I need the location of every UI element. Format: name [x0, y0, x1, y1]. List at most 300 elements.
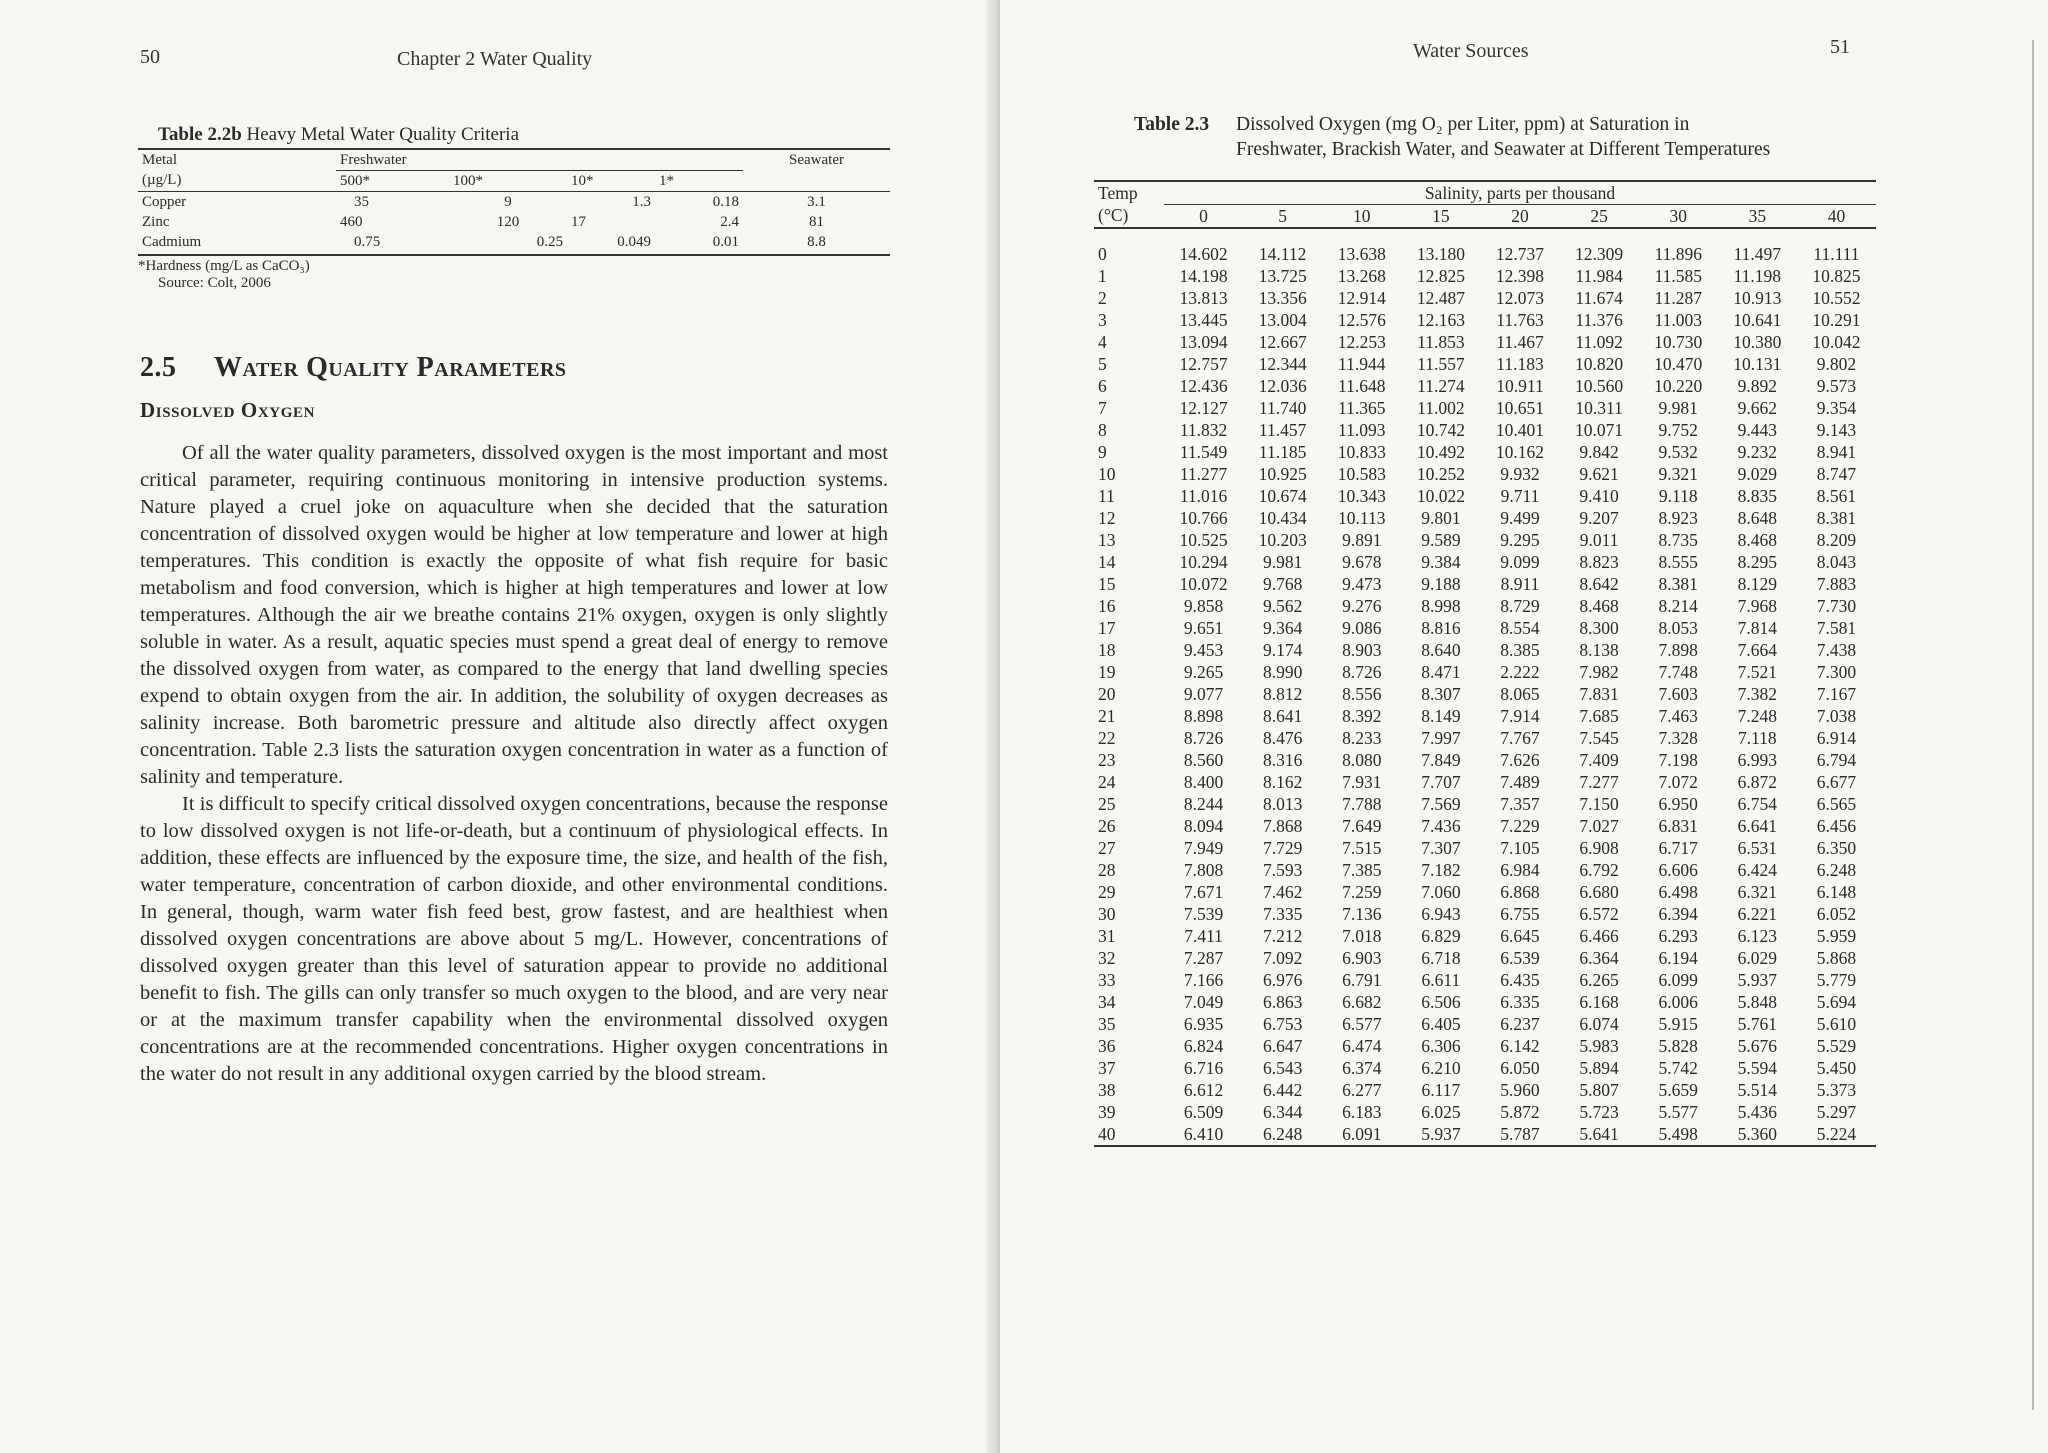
table-cell: 12.914 — [1337, 287, 1386, 308]
table-cell: 6.647 — [1262, 1035, 1303, 1056]
table-cell: 8.385 — [1500, 639, 1540, 660]
section-number: 2.5 — [140, 352, 177, 383]
table-cell: 7.730 — [1816, 595, 1857, 616]
table-row — [1094, 287, 1876, 309]
table-cell: 7.092 — [1262, 947, 1303, 968]
table-cell: 8.043 — [1816, 551, 1857, 572]
table-cell: 7.018 — [1342, 925, 1382, 946]
table-cell: 10.252 — [1416, 463, 1465, 484]
table-cell: 5.373 — [1816, 1079, 1857, 1100]
table-cell: 7.182 — [1421, 859, 1461, 880]
table-cell: 7.277 — [1579, 771, 1619, 792]
table-row — [1094, 463, 1876, 485]
table-cell: 9.265 — [1183, 661, 1224, 682]
table-cell: 26 — [1098, 815, 1116, 836]
table-cell: 7.849 — [1421, 749, 1461, 770]
table-cell: 8.898 — [1183, 705, 1224, 726]
table-cell: 7.438 — [1816, 639, 1857, 660]
table-cell: 11.763 — [1496, 309, 1544, 330]
table-row — [1094, 859, 1876, 881]
table-cell: 6.293 — [1658, 925, 1698, 946]
table-cell: 8.823 — [1579, 551, 1619, 572]
table-cell: 5.694 — [1816, 991, 1857, 1012]
table-cell: 10.311 — [1575, 397, 1623, 418]
table-cell: 8.295 — [1737, 551, 1777, 572]
table-row — [1094, 1079, 1876, 1101]
table-cell: 12.344 — [1258, 353, 1307, 374]
table-cell: 8.476 — [1262, 727, 1303, 748]
table-cell: 8.648 — [1737, 507, 1777, 528]
table-cell: 6.645 — [1500, 925, 1540, 946]
table-cell: 7.463 — [1658, 705, 1698, 726]
table-cell: 7 — [1098, 397, 1107, 418]
table-header-cell: 35 — [1718, 205, 1797, 229]
table-cell: 10.434 — [1258, 507, 1307, 528]
table-cell: 39 — [1098, 1101, 1116, 1122]
table-cell: 10.492 — [1416, 441, 1465, 462]
table-cell: 5.983 — [1579, 1035, 1619, 1056]
table-cell: 8.244 — [1183, 793, 1224, 814]
table-cell: 6.364 — [1579, 947, 1619, 968]
table-cell: 7.883 — [1816, 573, 1857, 594]
table-cell: 7.649 — [1342, 815, 1382, 836]
table-row — [1094, 309, 1876, 331]
table-cell: 6.029 — [1737, 947, 1777, 968]
table-cell: 11.376 — [1575, 309, 1623, 330]
table-cell: 9.473 — [1342, 573, 1382, 594]
table-cell: 12.253 — [1337, 331, 1386, 352]
table-cell: 6.074 — [1579, 1013, 1619, 1034]
table-row — [1094, 727, 1876, 749]
table-cell: 10.766 — [1179, 507, 1228, 528]
table-row — [1094, 617, 1876, 639]
table-header-cell: (°C) — [1094, 205, 1164, 229]
table-cell: 14.112 — [1258, 243, 1307, 264]
table-cell: 7.748 — [1658, 661, 1698, 682]
table-cell: 6.543 — [1262, 1057, 1303, 1078]
table-cell: 6.791 — [1342, 969, 1382, 990]
table-cell: 9.410 — [1579, 485, 1619, 506]
table-cell: Copper — [142, 193, 187, 210]
table-cell: 11.832 — [1179, 419, 1228, 440]
table-row — [1094, 1123, 1876, 1145]
table-cell: 12.667 — [1258, 331, 1307, 352]
table-cell: 10.470 — [1654, 353, 1703, 374]
table-cell: 6.306 — [1421, 1035, 1461, 1056]
table-cell: 6.442 — [1262, 1079, 1303, 1100]
table-cell: 21 — [1098, 705, 1116, 726]
table-cell: 7.166 — [1183, 969, 1224, 990]
table-cell: 6.123 — [1737, 925, 1777, 946]
table-cell: 8.903 — [1342, 639, 1382, 660]
table-2-2b — [138, 124, 890, 292]
table-2-3-label: Table 2.3 — [1134, 114, 1210, 135]
table-cell: 10.042 — [1812, 331, 1861, 352]
table-cell: 6.498 — [1658, 881, 1698, 902]
table-row — [1094, 507, 1876, 529]
table-cell: 8.735 — [1658, 529, 1698, 550]
table-cell: 6.993 — [1737, 749, 1777, 770]
table-cell: 9.752 — [1658, 419, 1698, 440]
table-cell: 9.621 — [1579, 463, 1619, 484]
table-row — [1094, 925, 1876, 947]
table-cell: 460 — [340, 213, 363, 230]
table-cell: 9.858 — [1183, 595, 1224, 616]
table-row — [1094, 228, 1876, 265]
table-cell: 8.233 — [1342, 727, 1382, 748]
table-cell: 7.788 — [1342, 793, 1382, 814]
table-row — [1094, 969, 1876, 991]
table-cell: 10 — [1098, 463, 1116, 484]
table-cell: 8.812 — [1262, 683, 1303, 704]
table-cell: 5.529 — [1816, 1035, 1857, 1056]
table-cell: 6.194 — [1658, 947, 1698, 968]
table-cell: 7.335 — [1262, 903, 1303, 924]
table-cell: 5.872 — [1500, 1101, 1540, 1122]
table-row — [1094, 991, 1876, 1013]
table-cell: 9.354 — [1816, 397, 1857, 418]
table-cell: 8.555 — [1658, 551, 1698, 572]
table-cell: 8.554 — [1500, 617, 1540, 638]
table-cell: 13.268 — [1337, 265, 1386, 286]
table-cell: 7.898 — [1658, 639, 1698, 660]
table-cell: 7.436 — [1421, 815, 1461, 836]
table-header-cell: 1* — [655, 171, 743, 192]
table-cell: 9.499 — [1500, 507, 1540, 528]
table-cell: 11.944 — [1338, 353, 1386, 374]
table-cell: 10.820 — [1575, 353, 1624, 374]
table-cell: 10.203 — [1258, 529, 1307, 550]
table-cell: 10.162 — [1495, 441, 1545, 462]
table-cell: 9.981 — [1262, 551, 1303, 572]
table-cell: 7.307 — [1421, 837, 1461, 858]
table-cell: 8.640 — [1421, 639, 1461, 660]
table-cell: 23 — [1098, 749, 1116, 770]
table-cell: 10.072 — [1179, 573, 1228, 594]
table-cell: 6.908 — [1579, 837, 1619, 858]
table-cell: 7.808 — [1183, 859, 1224, 880]
table-cell: 8 — [1098, 419, 1107, 440]
table-cell: 9.801 — [1421, 507, 1461, 528]
table-row — [1094, 529, 1876, 551]
table-cell: 8.209 — [1816, 529, 1857, 550]
table-cell: 6.935 — [1183, 1013, 1224, 1034]
table-cell: 9.932 — [1500, 463, 1540, 484]
table-cell: 9.892 — [1737, 375, 1777, 396]
table-cell: 6.052 — [1816, 903, 1857, 924]
table-cell: 8.642 — [1579, 573, 1619, 594]
table-cell: 6.824 — [1183, 1035, 1224, 1056]
table-cell: 5 — [1098, 353, 1107, 374]
table-cell: 11.984 — [1575, 265, 1623, 286]
table-cell: 7.569 — [1421, 793, 1461, 814]
table-cell: 8.641 — [1262, 705, 1303, 726]
table-cell: 12.309 — [1575, 243, 1624, 264]
table-cell: 6.509 — [1183, 1101, 1224, 1122]
table-cell: 5.787 — [1500, 1123, 1540, 1144]
table-cell: 12.825 — [1416, 265, 1465, 286]
table-cell: 7.409 — [1579, 749, 1619, 770]
table-cell: 27 — [1098, 837, 1116, 858]
page-edge-line — [2032, 40, 2034, 1410]
table-cell: 9.891 — [1342, 529, 1382, 550]
table-cell: 11.093 — [1338, 419, 1386, 440]
table-cell: 6.976 — [1262, 969, 1303, 990]
table-cell: 7.105 — [1500, 837, 1540, 858]
table-cell: 11.853 — [1417, 331, 1465, 352]
table-cell: 31 — [1098, 925, 1116, 946]
table-cell: 9.086 — [1342, 617, 1382, 638]
table-cell: 5.436 — [1737, 1101, 1777, 1122]
table-cell: 33 — [1098, 969, 1116, 990]
table-cell: 7.027 — [1579, 815, 1619, 836]
table-cell: 13.813 — [1179, 287, 1228, 308]
table-cell: 8.013 — [1262, 793, 1303, 814]
table-cell: 6.374 — [1342, 1057, 1382, 1078]
table-cell: 120 — [496, 213, 520, 230]
table-cell: 6.344 — [1262, 1101, 1303, 1122]
table-cell: 0.75 — [354, 233, 381, 250]
table-cell: 9.443 — [1737, 419, 1777, 440]
table-cell: 10.651 — [1495, 397, 1545, 418]
table-cell: 10.742 — [1416, 419, 1465, 440]
table-cell: 7.411 — [1184, 925, 1223, 946]
table-row — [1094, 815, 1876, 837]
table-bottom-rule — [1094, 1145, 1876, 1147]
table-cell: 5.779 — [1816, 969, 1857, 990]
table-header-cell: 0 — [1164, 205, 1243, 229]
table-cell: 11.457 — [1258, 419, 1307, 440]
table-cell: 11.274 — [1417, 375, 1465, 396]
table-cell: 9.384 — [1421, 551, 1461, 572]
table-cell: 11.092 — [1575, 331, 1623, 352]
table-cell: 10.294 — [1179, 551, 1228, 572]
table-cell: 6.025 — [1421, 1101, 1461, 1122]
table-cell: 10.220 — [1654, 375, 1703, 396]
table-cell: 6.718 — [1421, 947, 1461, 968]
table-cell: 19 — [1098, 661, 1116, 682]
table-cell: 7.685 — [1579, 705, 1619, 726]
table-header-cell: 500* — [336, 171, 449, 192]
table-cell: 7.248 — [1737, 705, 1777, 726]
table-cell: 6.950 — [1658, 793, 1698, 814]
table-cell: 6.394 — [1658, 903, 1698, 924]
table-row — [1094, 551, 1876, 573]
table-header-cell: 10 — [1322, 205, 1401, 229]
table-cell: 6.716 — [1183, 1057, 1224, 1078]
table-cell: 10.291 — [1812, 309, 1861, 330]
table-cell: 9.011 — [1579, 529, 1619, 550]
table-cell: 10.380 — [1733, 331, 1782, 352]
section-title: Water Quality Parameters — [214, 352, 567, 383]
table-cell: 11.183 — [1496, 353, 1544, 374]
table-2-3-grid — [1094, 180, 1876, 1145]
table-cell: 9.453 — [1183, 639, 1224, 660]
table-cell: 12.737 — [1495, 243, 1545, 264]
table-header-cell: 5 — [1243, 205, 1322, 229]
table-cell: 5.594 — [1737, 1057, 1777, 1078]
table-cell: 9.802 — [1816, 353, 1857, 374]
table-cell: 9.532 — [1658, 441, 1698, 462]
running-head-right: Water Sources — [1413, 40, 1529, 62]
table-cell: 8.998 — [1421, 595, 1461, 616]
table-cell: 8.911 — [1500, 573, 1540, 594]
table-row — [1094, 1057, 1876, 1079]
table-cell: 11.198 — [1733, 265, 1782, 286]
table-cell: 8.729 — [1500, 595, 1540, 616]
table-cell: 11.557 — [1417, 353, 1465, 374]
table-cell: 9.842 — [1579, 441, 1619, 462]
table-cell: 0.01 — [712, 233, 739, 250]
table-cell: 8.392 — [1342, 705, 1382, 726]
table-row — [1094, 441, 1876, 463]
table-cell: 6.572 — [1579, 903, 1619, 924]
page-number-left: 50 — [140, 46, 160, 68]
table-row — [1094, 397, 1876, 419]
table-cell: 9.321 — [1658, 463, 1698, 484]
table-cell: 5.450 — [1816, 1057, 1857, 1078]
table-cell: 6.829 — [1421, 925, 1461, 946]
paragraph: It is difficult to specify critical dissolved oxygen concentrations, because the response to low dissolved oxygen is not life-or-death, but a continuum of physiological effects. In addition, these effects are influenced by the exposure time, the size, and health of the fish, water temperature, concentration of carbon dioxide, and other environmental conditions. In general, though, warm water fish feed best, grow fastest, and are healthiest when dissolved oxygen concentrations are above about 5 mg/L. However, concentrations of dissolved oxygen greater than this level of saturation appear to provide no additional benefit to fish. The gills can only transfer so much oxygen to the blood, and are very near or at the maximum transfer capability when the environmental dissolved oxygen concentrations are at the recommended concentrations. Higher oxygen concentrations in the water do not result in any additional oxygen carried by the blood stream. — [140, 793, 888, 1085]
table-cell: 7.300 — [1816, 661, 1857, 682]
table-cell: 7.515 — [1342, 837, 1382, 858]
table-cell: 5.641 — [1579, 1123, 1619, 1144]
table-cell: 7.489 — [1500, 771, 1540, 792]
table-cell: 8.129 — [1737, 573, 1777, 594]
table-cell: 5.828 — [1658, 1035, 1698, 1056]
table-cell: 24 — [1098, 771, 1116, 792]
table-cell: 7.997 — [1421, 727, 1461, 748]
table-row — [1094, 331, 1876, 353]
table-cell: 3.1 — [807, 193, 826, 210]
table-cell: 14.198 — [1179, 265, 1228, 286]
table-cell: 9.143 — [1816, 419, 1857, 440]
table-cell: 18 — [1098, 639, 1116, 660]
table-cell: 7.914 — [1500, 705, 1540, 726]
table-cell: 13.094 — [1179, 331, 1228, 352]
subsection-title: Dissolved Oxygen — [140, 398, 316, 422]
table-cell: 7.072 — [1658, 771, 1698, 792]
table-cell: 7.539 — [1183, 903, 1224, 924]
table-header-cell: 30 — [1639, 205, 1718, 229]
table-cell: 0.049 — [617, 233, 651, 250]
table-cell: 9 — [1098, 441, 1107, 462]
table-2-3-title: Dissolved Oxygen (mg O₂ per Liter, ppm) at Saturation in Freshwater, Brackish Water, and Seawater at Different Temperatures — [1236, 114, 1771, 160]
table-2-2b-caption — [158, 124, 890, 146]
table-2-2b-label: Table 2.2b — [158, 124, 242, 145]
table-cell: 10.583 — [1337, 463, 1386, 484]
table-cell: 8.747 — [1816, 463, 1857, 484]
table-cell: 2 — [1098, 287, 1107, 308]
table-cell: 5.868 — [1816, 947, 1857, 968]
table-cell: 3 — [1098, 309, 1107, 330]
table-cell: 8.923 — [1658, 507, 1698, 528]
table-cell: 9.711 — [1500, 485, 1540, 506]
left-page — [0, 0, 1001, 1453]
table-cell: 20 — [1098, 683, 1116, 704]
table-cell: 17 — [571, 213, 586, 230]
table-cell: 11.648 — [1338, 375, 1386, 396]
table-cell: 13.180 — [1416, 243, 1465, 264]
table-cell: 9.768 — [1262, 573, 1303, 594]
table-cell: 11.002 — [1417, 397, 1465, 418]
table-cell: 5.297 — [1816, 1101, 1857, 1122]
table-cell: 9.232 — [1737, 441, 1777, 462]
table-cell: 6.210 — [1421, 1057, 1461, 1078]
table-cell: 11.740 — [1258, 397, 1307, 418]
table-cell: 6.335 — [1500, 991, 1540, 1012]
table-row — [1094, 639, 1876, 661]
table-cell: 6.148 — [1816, 881, 1857, 902]
table-row — [1094, 1013, 1876, 1035]
table-cell: 38 — [1098, 1079, 1116, 1100]
table-cell: 5.498 — [1658, 1123, 1698, 1144]
table-cell: 10.674 — [1258, 485, 1307, 506]
table-cell: 6.792 — [1579, 859, 1619, 880]
table-cell: 0.18 — [712, 193, 739, 210]
table-row — [1094, 793, 1876, 815]
table-cell: 6.168 — [1579, 991, 1619, 1012]
table-cell: 8.307 — [1421, 683, 1461, 704]
table-cell: 8.316 — [1262, 749, 1303, 770]
table-cell: 10.911 — [1496, 375, 1544, 396]
table-cell: 5.848 — [1737, 991, 1777, 1012]
table-cell: 11.003 — [1654, 309, 1702, 330]
table-cell: 8.561 — [1816, 485, 1857, 506]
table-cell: 9.589 — [1421, 529, 1461, 550]
table-cell: 5.894 — [1579, 1057, 1619, 1078]
table-2-3-caption — [1134, 112, 1774, 162]
table-cell: 1 — [1098, 265, 1107, 286]
table-cell: 15 — [1098, 573, 1116, 594]
table-cell: 9.295 — [1500, 529, 1540, 550]
table-cell: 6.682 — [1342, 991, 1382, 1012]
table-cell: 5.959 — [1816, 925, 1857, 946]
table-cell: 17 — [1098, 617, 1116, 638]
table-cell: 12.127 — [1179, 397, 1228, 418]
table-cell: 6.117 — [1421, 1079, 1461, 1100]
table-cell: 6.863 — [1262, 991, 1303, 1012]
table-cell: 11.497 — [1733, 243, 1782, 264]
table-cell: 35 — [354, 193, 369, 210]
table-cell: 5.937 — [1421, 1123, 1461, 1144]
table-cell: 8.560 — [1183, 749, 1224, 770]
table-row — [1094, 683, 1876, 705]
table-cell: 5.514 — [1737, 1079, 1777, 1100]
table-cell: 9.276 — [1342, 595, 1382, 616]
table-cell: 7.167 — [1816, 683, 1857, 704]
table-cell: 7.521 — [1737, 661, 1777, 682]
table-cell: 7.382 — [1737, 683, 1777, 704]
table-cell: 7.287 — [1183, 947, 1224, 968]
table-row — [1094, 749, 1876, 771]
running-head-left: Chapter 2 Water Quality — [397, 48, 593, 70]
table-cell: 8.094 — [1183, 815, 1224, 836]
table-cell: 9.562 — [1262, 595, 1303, 616]
paragraph: Of all the water quality parameters, dissolved oxygen is the most important and most critical parameter, requiring continuous monitoring in intensive production systems. Nature played a cruel joke on aquaculture when she decided that the saturation concentration of dissolved oxygen would be higher at low temperature and lower at high temperatures. This condition is exactly the opposite of what fish require for basic metabolism and food conversion, which is higher at high temperatures and lower at low temperatures. Although the air we breathe contains 21% oxygen, oxygen is only slightly soluble in water. As a result, aquatic species must spend a great deal of energy to remove the dissolved oxygen from water, as compared to the energy that land dwelling species expend to obtain oxygen from the air. In addition, the solubility of oxygen decreases as salinity increase. Both barometric pressure and altitude also directly affect oxygen concentration. Table 2.3 lists the saturation oxygen concentration in water as a function of salinity and temperature. — [140, 442, 888, 788]
table-row — [1094, 573, 1876, 595]
table-cell: 7.868 — [1262, 815, 1303, 836]
table-cell: 12.757 — [1179, 353, 1228, 374]
table-cell: 36 — [1098, 1035, 1116, 1056]
table-cell: 5.761 — [1737, 1013, 1777, 1034]
table-cell: 8.726 — [1342, 661, 1382, 682]
table-cell: 28 — [1098, 859, 1116, 880]
table-2-2b-source: Source: Colt, 2006 — [158, 275, 271, 291]
page-number-right: 51 — [1830, 36, 1850, 58]
table-cell: 7.229 — [1500, 815, 1540, 836]
section-heading — [140, 352, 567, 384]
